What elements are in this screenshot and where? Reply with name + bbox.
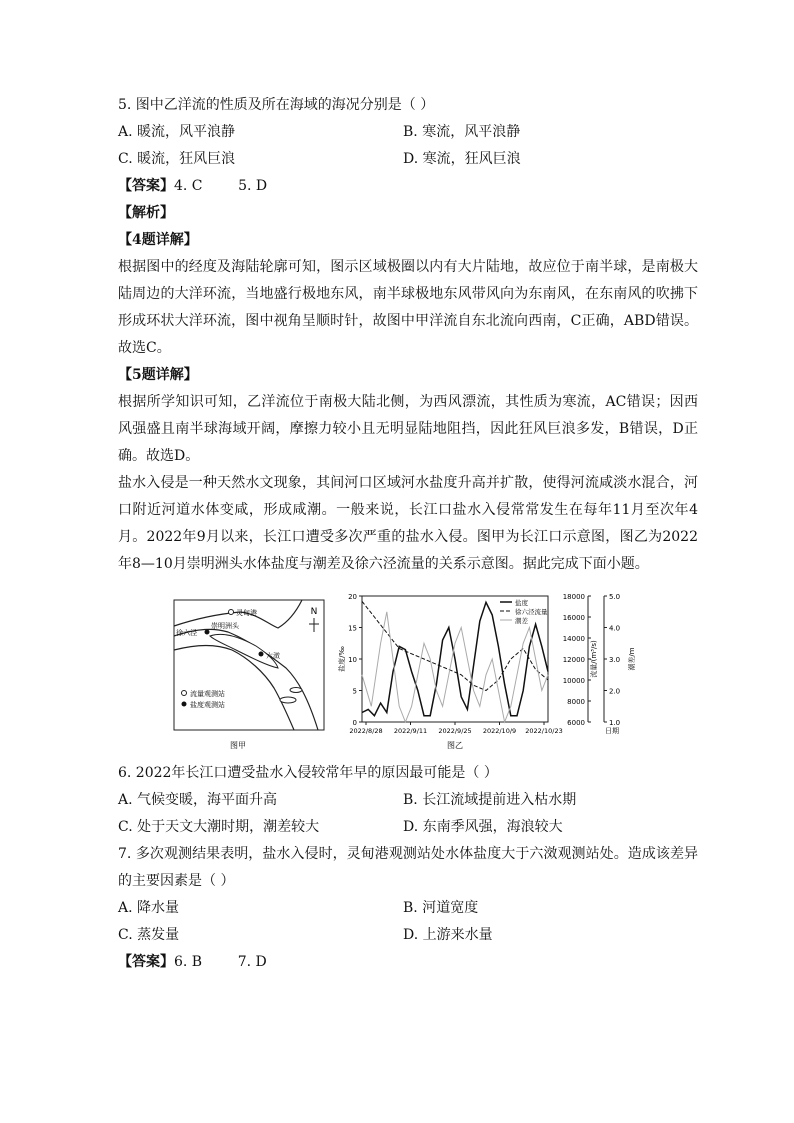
- north-label: N: [310, 607, 318, 617]
- answer-text: 4. C 5. D: [174, 178, 268, 194]
- x-tick-label: 2022/10/23: [525, 727, 563, 735]
- x-tick-label: 2022/9/11: [393, 727, 428, 735]
- y-left-tick-label: 15: [348, 624, 357, 633]
- y-right-tick-label: 5.0: [609, 593, 621, 601]
- y-left-tick-label: 0: [352, 719, 357, 727]
- answer-label: 【答案】: [118, 178, 174, 194]
- legend-salinity-icon: [182, 702, 187, 707]
- y-mid-tick-label: 18000: [562, 593, 585, 601]
- map-caption: 图甲: [230, 741, 246, 750]
- flow-station-icon: [229, 610, 234, 615]
- y-left-tick-label: 5: [352, 687, 357, 696]
- y-mid-tick-label: 12000: [562, 656, 585, 664]
- q5-option-a: A. 暖流，风平浪静: [118, 124, 236, 140]
- salinity-station-icon: [205, 630, 210, 635]
- q6-options-cd: [118, 814, 698, 841]
- figure-area: [118, 588, 698, 756]
- legend-salinity-label: 盐度观测站: [190, 701, 225, 709]
- answer-label: 【答案】: [118, 954, 174, 970]
- chart-figure: [337, 593, 636, 750]
- map-small-island: [290, 688, 302, 693]
- place-chongming: 崇明洲头: [211, 622, 239, 630]
- y-left-tick-label: 10: [348, 656, 357, 664]
- exam-page: [118, 92, 698, 976]
- legend-label-2: 潮差: [515, 617, 528, 625]
- q7-option-c: C. 蒸发量: [118, 927, 180, 943]
- detail-4-text: 根据图中的经度及海陆轮廓可知，图示区域极圈以内有大片陆地，故应位于南半球，是南极大陆周边的大洋环流，当地盛行极地东风，南半球极地东风带风向为东南风，在东南风的吹拂下形成环状大洋环流，图中视角呈顺时针，故图中甲洋流自东北流向西南，C正确，ABD错误。故选C。: [118, 259, 698, 356]
- q7-options-ab: [118, 895, 698, 922]
- q5-option-d: D. 寒流，狂风巨浪: [403, 151, 521, 167]
- figure-svg: [118, 588, 698, 756]
- detail-5-title: 【5题详解】: [118, 367, 198, 383]
- q7-option-d: D. 上游来水量: [403, 927, 493, 943]
- map-figure: [174, 600, 324, 750]
- y-mid-tick-label: 6000: [567, 719, 585, 727]
- y-mid-tick-label: 10000: [562, 677, 585, 685]
- y-mid-tick-label: 8000: [567, 698, 585, 706]
- q6-stem: 6. 2022年长江口遭受盐水入侵较常年早的原因最可能是（ ）: [118, 765, 498, 781]
- legend-flow-label: 流量观测站: [190, 690, 225, 698]
- material-text: 盐水入侵是一种天然水文现象，其间河口区域河水盐度升高并扩散，使得河流咸淡水混合，河口附近河道水体变咸，形成咸潮。一般来说，长江口盐水入侵常常发生在每年11月至次年4月。2022年9月以来，长江口遭受多次严重的盐水入侵。图甲为长江口示意图，图乙为2022年8—10月崇明洲头水体盐度与潮差及徐六泾流量的关系示意图。据此完成下面小题。: [118, 475, 698, 572]
- q6-option-c: C. 处于天文大潮时期，潮差较大: [118, 819, 320, 835]
- place-xuliujing: 徐六泾: [176, 629, 197, 637]
- q5-option-c: C. 暖流，狂风巨浪: [118, 151, 236, 167]
- detail-5-text: 根据所学知识可知，乙洋流位于南极大陆北侧，为西风漂流，其性质为寒流，AC错误；因西风强盛且南半球海域开阔，摩擦力较小且无明显陆地阻挡，因此狂风巨浪多发，B错误，D正确。故选D。: [118, 394, 698, 464]
- q7-option-b: B. 河道宽度: [403, 900, 479, 916]
- chart-caption: 图乙: [447, 741, 463, 750]
- q5-options-cd: [118, 146, 698, 173]
- y-right-tick-label: 2.0: [609, 687, 621, 696]
- x-axis-label: 日期: [605, 727, 619, 735]
- y-right-tick-label: 1.0: [609, 719, 621, 727]
- place-lingdian: 灵甸港: [236, 609, 257, 617]
- place-liuxiao: 六滧: [266, 652, 280, 660]
- q7-option-a: A. 降水量: [118, 900, 180, 916]
- q5-stem: 5. 图中乙洋流的性质及所在海域的海况分别是（ ）: [118, 97, 435, 113]
- y-right-tick-label: 4.0: [609, 624, 621, 633]
- answer-text: 6. B 7. D: [174, 954, 267, 970]
- answer-4-5: [118, 173, 698, 200]
- y-mid-tick-label: 14000: [562, 635, 585, 643]
- x-tick-label: 2022/10/9: [482, 727, 517, 735]
- legend-flow-icon: [182, 691, 187, 696]
- y-mid-axis-label: 流量/(m³/s): [590, 640, 598, 678]
- q6-option-b: B. 长江流域提前进入枯水期: [403, 792, 577, 808]
- q7-stem: 7. 多次观测结果表明，盐水入侵时，灵甸港观测站处水体盐度大于六滧观测站处。造成该差异的主要因素是（ ）: [118, 846, 698, 889]
- map-small-island: [280, 697, 296, 703]
- q7-options-cd: [118, 922, 698, 949]
- legend-label-1: 徐六泾流量: [515, 608, 548, 616]
- analysis-label: 【解析】: [118, 205, 174, 221]
- x-tick-label: 2022/9/25: [438, 727, 472, 735]
- q6-options-ab: [118, 787, 698, 814]
- answer-6-7: [118, 949, 698, 976]
- detail-4-title: 【4题详解】: [118, 232, 198, 248]
- y-mid-tick-label: 16000: [562, 614, 585, 622]
- y-right-axis-label: 潮差/m: [628, 647, 636, 671]
- q6-option-a: A. 气候变暖，海平面升高: [118, 792, 278, 808]
- legend-label-0: 盐度: [515, 599, 528, 607]
- q6-option-d: D. 东南季风强，海浪较大: [403, 819, 563, 835]
- x-tick-label: 2022/8/28: [349, 727, 383, 735]
- q5-options-ab: [118, 119, 698, 146]
- salinity-station-icon: [259, 652, 264, 657]
- y-left-tick-label: 20: [348, 593, 357, 601]
- y-left-axis-label: 盐度/‰: [338, 646, 346, 672]
- y-right-tick-label: 3.0: [609, 656, 621, 664]
- q5-option-b: B. 寒流，风平浪静: [403, 124, 521, 140]
